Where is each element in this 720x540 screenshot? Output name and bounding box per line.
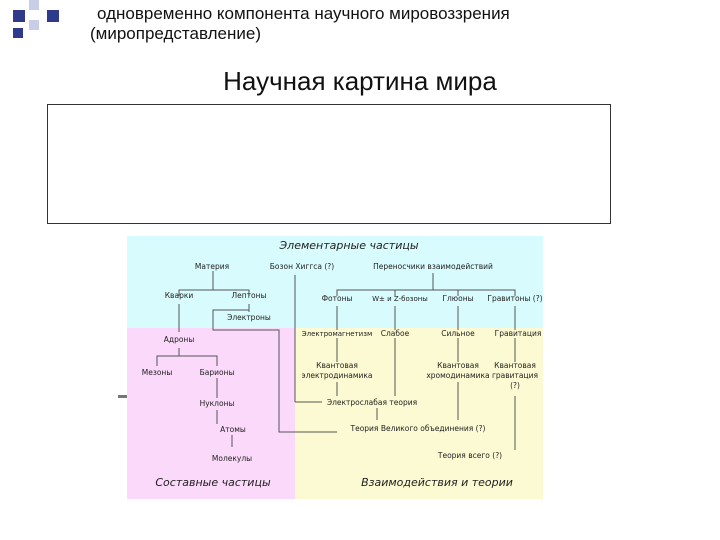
node-qg-line2: гравитация <box>491 371 539 380</box>
node-mesons: Мезоны <box>141 368 173 377</box>
node-molecules: Молекулы <box>211 454 253 463</box>
node-quarks: Кварки <box>164 291 194 300</box>
node-electromagnetism: Электромагнетизм <box>301 330 373 338</box>
node-gravitons: Гравитоны (?) <box>487 294 543 303</box>
footer-left-label: Составные частицы <box>155 476 271 489</box>
node-qcd-line2: хромодинамика <box>426 371 490 380</box>
node-electrons: Электроны <box>227 313 271 322</box>
node-atoms: Атомы <box>220 425 246 434</box>
footer-right-label: Взаимодействия и теории <box>361 476 513 489</box>
node-baryons: Барионы <box>199 368 235 377</box>
text-line-2: (миропредставление) <box>90 24 261 43</box>
node-nucleons: Нуклоны <box>199 399 235 408</box>
node-leptons: Лептоны <box>231 291 267 300</box>
node-gut: Теория Великого объединения (?) <box>350 424 486 433</box>
node-higgs: Бозон Хиггса (?) <box>269 262 335 271</box>
node-qg-line3: (?) <box>510 381 520 390</box>
region-composite <box>127 328 295 499</box>
node-qed-line2: электродинамика <box>301 371 373 380</box>
node-electroweak: Электрослабая теория <box>326 398 418 407</box>
node-hadrons: Адроны <box>163 335 195 344</box>
node-photons: Фотоны <box>321 294 353 303</box>
node-gravitation: Гравитация <box>494 329 542 338</box>
node-qg-line1: Квантовая <box>494 361 536 370</box>
node-toe: Теория всего (?) <box>437 451 503 460</box>
header-label: Элементарные частицы <box>279 239 419 252</box>
node-materia: Материя <box>194 262 230 271</box>
node-qcd-line1: Квантовая <box>437 361 479 370</box>
node-wz: W± и Z-бозоны <box>372 295 428 303</box>
node-strong: Сильное <box>441 329 475 338</box>
node-qed-line1: Квантовая <box>316 361 358 370</box>
node-carriers: Переносчики взаимодействий <box>373 262 493 271</box>
slide-title: Научная картина мира <box>223 66 497 96</box>
region-interactions <box>295 328 543 499</box>
node-weak: Слабое <box>380 329 410 338</box>
text-line-1: одновременно компонента научного мировоззрения <box>97 4 510 23</box>
node-gluons: Глюоны <box>442 294 474 303</box>
